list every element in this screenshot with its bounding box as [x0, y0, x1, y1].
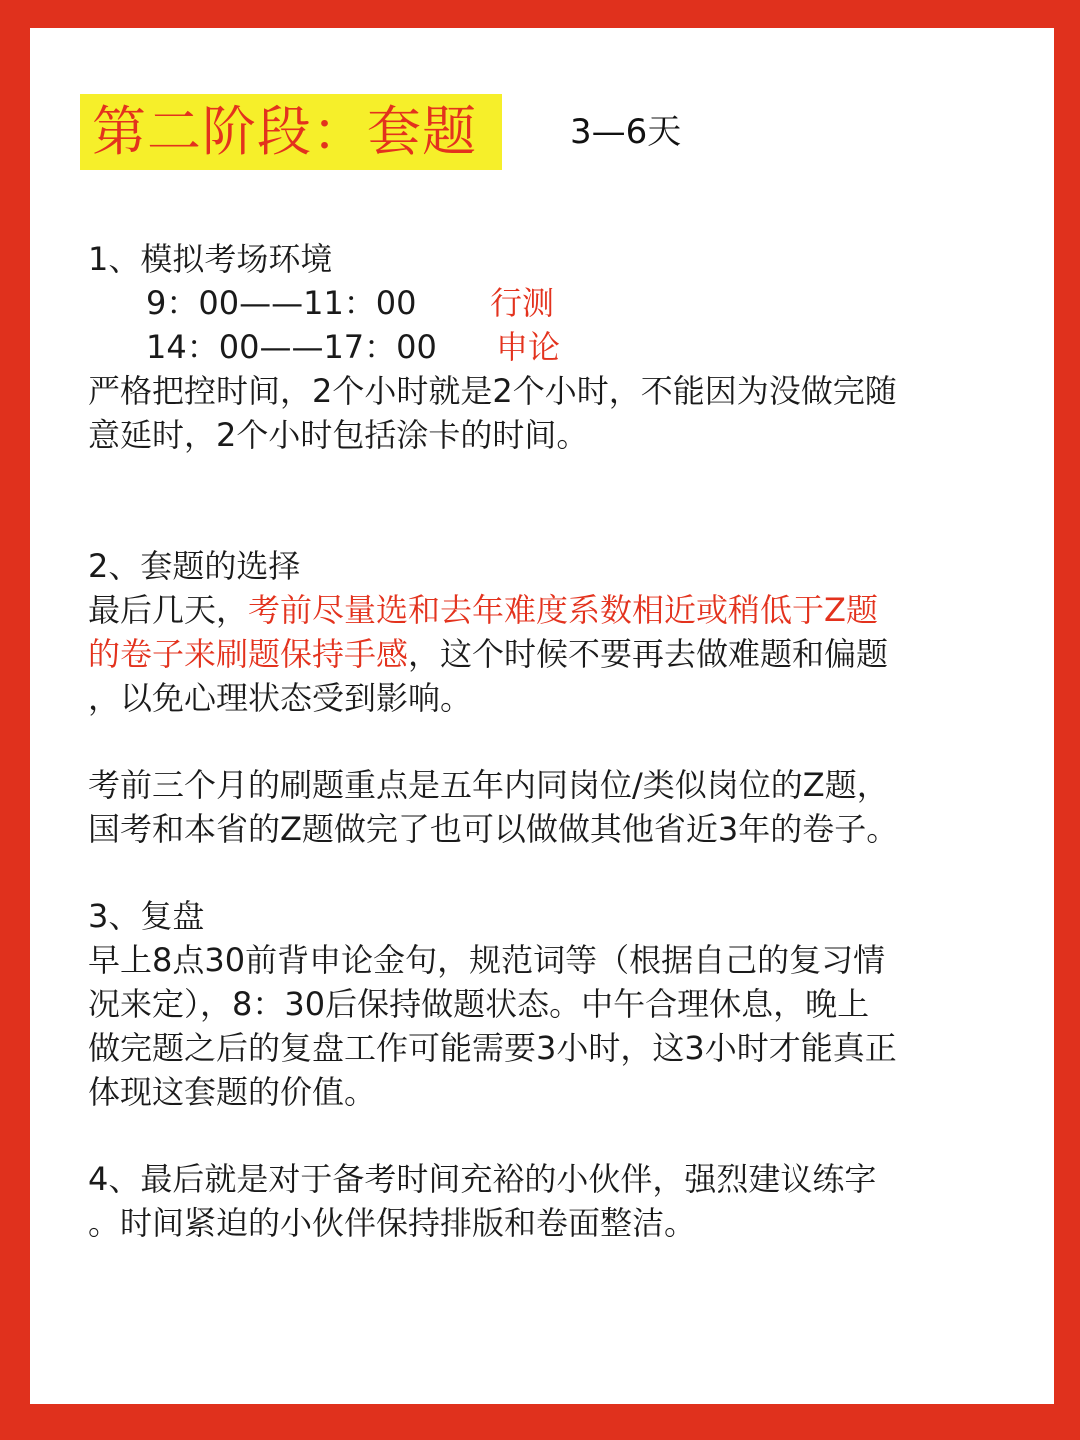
- section1-heading: 1、模拟考场环境: [88, 240, 333, 278]
- schedule-subject-2: 申论: [496, 328, 561, 366]
- section2-extra-line: 国考和本省的Z题做完了也可以做做其他省近3年的卷子。: [88, 810, 899, 848]
- section4-text-line: 4、最后就是对于备考时间充裕的小伙伴，强烈建议练字: [88, 1160, 877, 1198]
- section1-text-line: 严格把控时间，2个小时就是2个小时，不能因为没做完随: [88, 372, 897, 410]
- schedule-subject-1: 行测: [490, 284, 555, 322]
- section2-extra-line: 考前三个月的刷题重点是五年内同岗位/类似岗位的Z题，: [88, 766, 889, 804]
- section3-text-line: 早上8点30前背申论金句，规范词等（根据自己的复习情: [88, 941, 886, 979]
- section2-text-line-1: [88, 588, 878, 632]
- page-title: 第二阶段：套题: [92, 100, 477, 163]
- section2-highlight-text: 考前尽量选和去年难度系数相近或稍低于Z题: [248, 591, 878, 629]
- section2-text-line-2: [88, 632, 888, 676]
- section3-text-line: 况来定），8：30后保持做题状态。中午合理休息，晚上: [88, 985, 870, 1023]
- schedule-time-2: 14：00——17：00: [146, 328, 437, 366]
- duration-label: 3—6天: [570, 112, 682, 152]
- schedule-time-1: 9：00——11：00: [146, 284, 417, 322]
- section3-text-line: 体现这套题的价值。: [88, 1073, 377, 1111]
- section3-heading: 3、复盘: [88, 897, 205, 935]
- section2-text-suffix: ，这个时候不要再去做难题和偏题: [408, 635, 889, 673]
- section3-text-line: 做完题之后的复盘工作可能需要3小时，这3小时才能真正: [88, 1029, 897, 1067]
- section2-heading: 2、套题的选择: [88, 547, 301, 585]
- section2-text-prefix: 最后几天，: [88, 591, 249, 629]
- section2-highlight-text: 的卷子来刷题保持手感: [88, 635, 409, 673]
- section1-text-line: 意延时，2个小时包括涂卡的时间。: [88, 416, 589, 454]
- section4-text-line: 。时间紧迫的小伙伴保持排版和卷面整洁。: [88, 1204, 697, 1242]
- section2-text-line-3: ，以免心理状态受到影响。: [88, 679, 473, 717]
